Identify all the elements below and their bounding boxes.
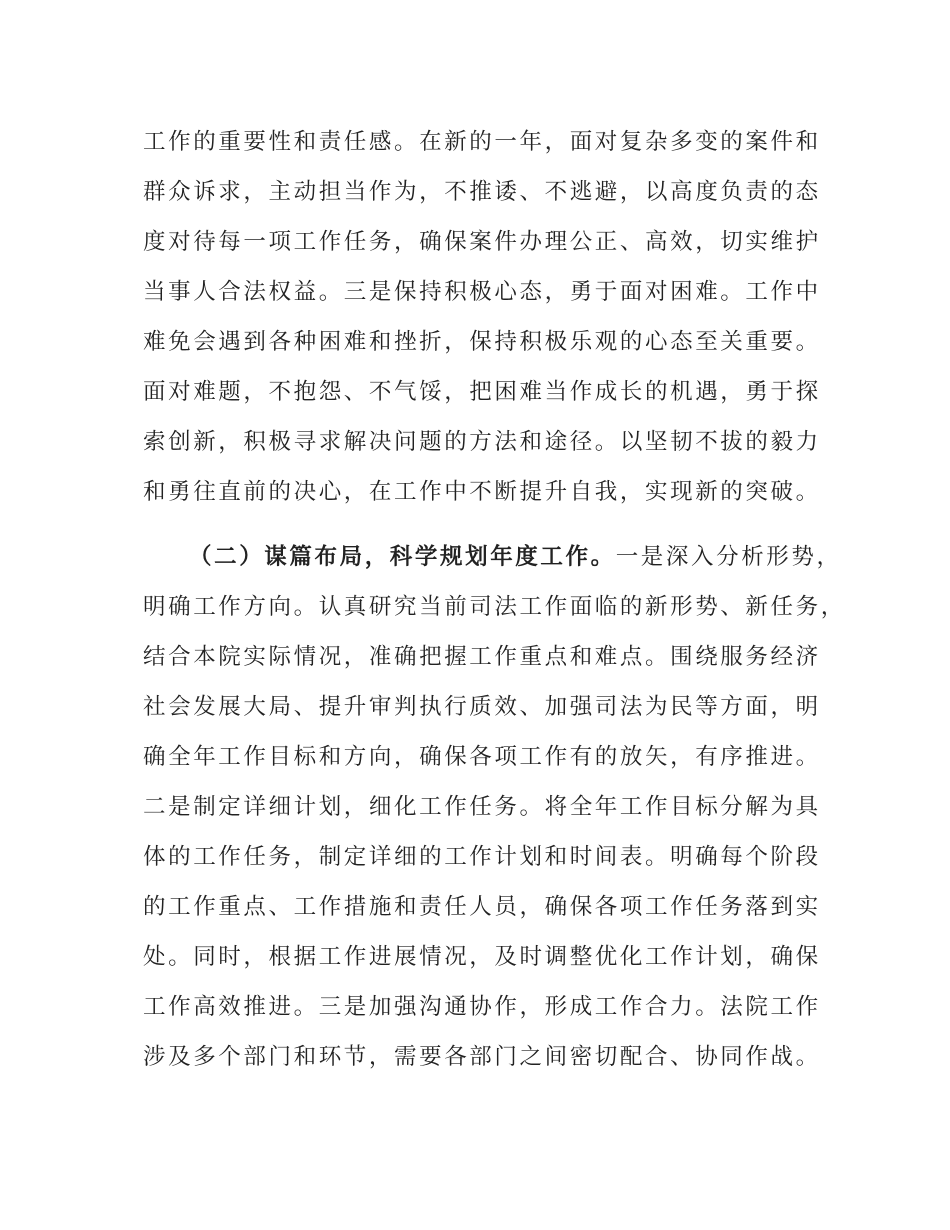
body-text-line: 难免会遇到各种困难和挫折，保持积极乐观的心态至关重要。 xyxy=(143,329,821,355)
body-text-line: 明确工作方向。认真研究当前司法工作面临的新形势、新任务， xyxy=(143,594,846,620)
body-text-line: 当事人合法权益。三是保持积极心态，勇于面对困难。工作中 xyxy=(143,279,821,305)
body-text-line: 索创新，积极寻求解决问题的方法和途径。以坚韧不拔的毅力 xyxy=(143,429,821,455)
body-text-line: 和勇往直前的决心，在工作中不断提升自我，实现新的突破。 xyxy=(143,479,821,505)
body-text-line: 结合本院实际情况，准确把握工作重点和难点。围绕服务经济 xyxy=(143,644,821,670)
body-text-line: 面对难题，不抱怨、不气馁，把困难当作成长的机遇，勇于探 xyxy=(143,379,821,405)
body-text-line: 工作高效推进。三是加强沟通协作，形成工作合力。法院工作 xyxy=(143,994,821,1020)
body-text-line: 体的工作任务，制定详细的工作计划和时间表。明确每个阶段 xyxy=(143,844,821,870)
body-text-line: 二是制定详细计划，细化工作任务。将全年工作目标分解为具 xyxy=(143,794,821,820)
section-heading: （二）谋篇布局，科学规划年度工作。 xyxy=(189,544,616,570)
section-first-line-text: 一是深入分析形势， xyxy=(615,544,842,570)
section-first-line xyxy=(189,542,842,572)
body-text-line: 涉及多个部门和环节，需要各部门之间密切配合、协同作战。 xyxy=(143,1044,821,1070)
body-text-line: 工作的重要性和责任感。在新的一年，面对复杂多变的案件和 xyxy=(143,129,821,155)
body-text-line: 确全年工作目标和方向，确保各项工作有的放矢，有序推进。 xyxy=(143,744,821,770)
body-text-line: 处。同时，根据工作进展情况，及时调整优化工作计划，确保 xyxy=(143,944,821,970)
body-text-line: 度对待每一项工作任务，确保案件办理公正、高效，切实维护 xyxy=(143,229,821,255)
body-text-line: 社会发展大局、提升审判执行质效、加强司法为民等方面，明 xyxy=(143,694,821,720)
body-text-line: 的工作重点、工作措施和责任人员，确保各项工作任务落到实 xyxy=(143,894,821,920)
body-text-line: 群众诉求，主动担当作为，不推诿、不逃避，以高度负责的态 xyxy=(143,179,821,205)
